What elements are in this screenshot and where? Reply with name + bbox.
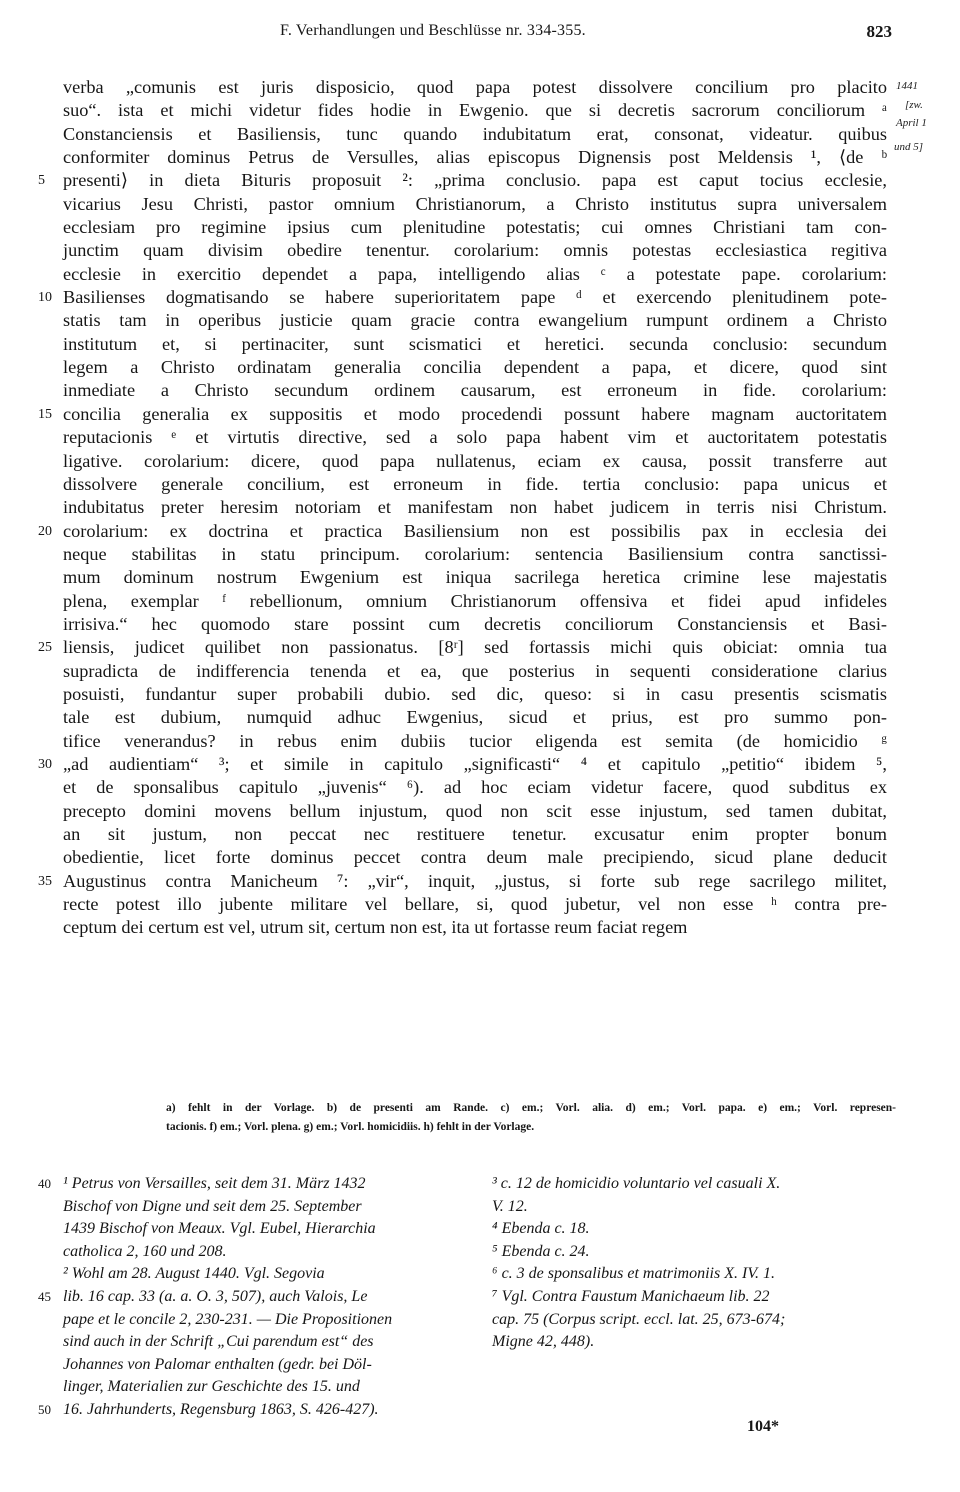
text-line [0,169,960,192]
footnote-line [63,1241,467,1264]
footnote-text: pape et le concile 2, 230-231. — Die Propositionen [63,1310,393,1328]
apparatus-line: a) fehlt in der Vorlage. b) de presenti am Rande. c) em.; Vorl. alia. d) em.; Vorl. papa. e) em.; Vorl. represen- [166,1102,896,1114]
text-line [0,123,960,146]
line-number: 5 [38,173,45,189]
margin-line: April 1 [896,117,927,129]
margin-line: 1441 [896,80,918,92]
line-number: 15 [38,406,52,422]
text-line [0,333,960,356]
line-text: statis tam in operibus justicie quam gracie contra ewangelium rumpunt ordinem a Christo [63,310,887,331]
line-text: et de sponsalibus capitulo „juvenis“ ⁶). ad hoc eciam videtur facere, quod subditus ex [63,777,887,798]
line-text: neque stabilitas in statu principum. corolarium: sentencia Basiliensium contra sanctissi- [63,543,887,564]
line-text: ligative. corolarium: dicere, quod papa nullatenus, eciam ex causa, possit transferre aut [63,450,887,471]
text-line [0,543,960,566]
footnote-text: linger, Materialien zur Geschichte des 15. und [63,1378,360,1396]
line-text: mum dominum nostrum Ewgenium est iniqua sacrilega heretica crimine lese majestatis [63,567,887,588]
sheet-signature: 104* [747,1418,779,1435]
footnote-text: Johannes von Palomar enthalten (gedr. bei Döl- [63,1355,372,1373]
footnote-line: ⁷ Vgl. Contra Faustum Manichaeum lib. 22 [492,1287,770,1305]
text-line [0,450,960,473]
line-number: 35 [38,873,52,889]
footnote-line [63,1218,467,1241]
footnote-line [63,1309,467,1332]
line-text: dissolvere generale concilium, est erroneum in fide. tertia conclusio: papa unicus et [63,473,887,494]
footnote-line [63,1376,467,1399]
page-number: 823 [866,22,892,41]
text-line [0,286,960,309]
text-line [0,403,960,426]
line-text: Basilienses dogmatisando se habere superioritatem pape ᵈ et exercendo plenitudinem pote- [63,287,887,308]
text-line [0,683,960,706]
footnotes-left-column [38,1173,467,1422]
line-text: ecclesiam pro regimine ipsius cum plenitudine potestatis; cui omnes Christiani tam con- [63,217,887,238]
line-text: suo“. ista et michi videtur fides hodie in Ewgenio. que si decretis sacrorum conciliorum ᵃ [63,100,887,121]
text-line [0,660,960,683]
text-line [0,613,960,636]
footnote-line [63,1263,467,1286]
text-line [0,216,960,239]
text-line [0,730,960,753]
footnote-text: Bischof von Digne und seit dem 25. September [63,1197,362,1215]
line-text: corolarium: ex doctrina et practica Basiliensium non est possibilis pax in ecclesia dei [63,520,887,541]
footnote-line: ⁵ Ebenda c. 24. [492,1242,590,1260]
text-line [0,916,960,939]
line-text: liensis, judicet quilibet non passionatus. [8ʳ] sed fortassis michi quis obiciat: omnia tua [63,637,887,658]
main-text-block [0,76,960,940]
line-text: inmediate a Christo secundum ordinem causarum, est erroneum in fide. corolarium: [63,380,887,401]
footnote-text: lib. 16 cap. 33 (a. a. O. 3, 507), auch Valois, Le [63,1287,368,1305]
line-number: 20 [38,523,52,539]
text-line [0,76,960,99]
footnote-line: Migne 42, 448). [492,1333,595,1351]
footnote-line [63,1196,467,1219]
footnotes-right-column [492,1173,892,1354]
text-line [0,776,960,799]
footnote-line: ⁴ Ebenda c. 18. [492,1220,590,1238]
footnote-line: V. 12. [492,1197,528,1215]
text-line [0,566,960,589]
margin-line: und 5] [894,141,924,153]
footnote-line [38,1399,467,1422]
footnote-line: ⁶ c. 3 de sponsalibus et matrimoniis X. IV. 1. [492,1265,776,1283]
text-line [0,870,960,893]
text-line [0,263,960,286]
running-header [62,22,892,50]
text-line [0,706,960,729]
text-line [0,520,960,543]
line-number: 30 [38,756,52,772]
margin-line: [zw. [905,99,923,111]
footnote-line [38,1286,467,1309]
text-line [0,146,960,169]
text-line [0,193,960,216]
line-text: Constanciensis et Basiliensis, tunc quando indubitatum erat, consonat, videatur. quibus [63,123,887,144]
line-text: plena, exemplar ᶠ rebellionum, omnium Christianorum offensiva et fidei apud infideles [63,590,887,611]
text-line [0,309,960,332]
critical-apparatus [166,1099,896,1137]
text-line [0,379,960,402]
line-number: 25 [38,640,52,656]
line-text: presenti⟩ in dieta Bituris proposuit ²: „prima conclusio. papa est caput tocius ecclesie, [63,170,887,191]
text-line [0,356,960,379]
line-text: supradicta de indifferencia tenenda et ea, que posterius in sequenti consideratione clarius [63,660,887,681]
footnote-line [63,1331,467,1354]
footnote-text: 1439 Bischof von Meaux. Vgl. Eubel, Hierarchia [63,1220,376,1238]
line-text: an sit justum, non peccat nec restituere tenetur. excusatur enim propter bonum [63,824,887,844]
footnote-line: ³ c. 12 de homicidio voluntario vel casuali X. [492,1175,781,1192]
line-text: ecclesie in exercitio dependet a papa, intelligendo alias ᶜ a potestate pape. corolarium: [63,263,887,284]
text-line [0,590,960,613]
line-text: obedientie, licet forte dominus peccet contra deum male precipiendo, sicud plane deducit [63,847,887,868]
footnote-line: cap. 75 (Corpus script. eccl. lat. 25, 673-674; [492,1310,786,1328]
line-text: tale est dubium, numquid adhuc Ewgenius, sicud et prius, est pro summo pon- [63,707,887,728]
line-text: concilia generalia ex suppositis et modo procedendi possunt habere magnam auctoritatem [63,403,887,424]
apparatus-line: tacionis. f) em.; Vorl. plena. g) em.; Vorl. homicidiis. h) fehlt in der Vorlage. [166,1121,535,1133]
line-number: 45 [38,1288,51,1304]
line-text: posuisti, fundantur super probabili dubio. sed dic, queso: si in casu presentis scismatis [63,683,887,704]
text-line [0,99,960,122]
line-text: precepto domini movens bellum injustum, quod non scit esse injustum, sed tamen dubitat, [63,800,887,821]
text-line [0,496,960,519]
line-text: „ad audientiam“ ³; et simile in capitulo „significasti“ ⁴ et capitulo „petitio“ ibidem ⁵, [63,753,887,774]
footnote-text: ¹ Petrus von Versailles, seit dem 31. März 1432 [63,1175,366,1192]
text-line [0,239,960,262]
line-text: reputacionis ᵉ et virtutis directive, sed a solo papa habent vim et auctoritatem potestatis [63,427,887,448]
line-text: ceptum dei certum est vel, utrum sit, certum non est, ita ut fortasse reum faciat regem [63,917,688,938]
footnote-text: 16. Jahrhunderts, Regensburg 1863, S. 426-427). [63,1400,379,1418]
text-line [0,473,960,496]
footnote-text: sind auch in der Schrift „Cui parendum est“ des [63,1333,374,1351]
text-line [0,893,960,916]
line-text: recte potest illo jubente militare vel bellare, si, quod jubetur, vel non esse ʰ contra pre- [63,894,887,915]
line-text: irrisiva.“ hec quomodo stare possint cum decretis conciliorum Constanciensis et Basi- [63,613,887,634]
text-line [0,636,960,659]
line-number: 40 [38,1176,51,1191]
line-text: indubitatus preter heresim notoriam et manifestam non habet judicem in terris nisi Christum. [63,497,887,518]
line-text: junctim quam divisim obedire tenentur. corolarium: omnis potestas ecclesiastica regitiva [63,240,887,261]
line-text: Augustinus contra Manicheum ⁷: „vir“, inquit, „justus, si forte sub rege sacrilego militet, [63,870,887,891]
line-text: conformiter dominus Petrus de Versulles, alias episcopus Dignensis post Meldensis ¹, ⟨de ᵇ [63,147,887,168]
running-title: F. Verhandlungen und Beschlüsse nr. 334-355. [280,22,586,39]
line-text: legem a Christo ordinatam generalia concilia dependent a papa, et dicere, quod sint [63,357,887,378]
footnote-line [38,1173,467,1196]
text-line [0,753,960,776]
line-text: vicarius Jesu Christi, pastor omnium Christianorum, a Christo institutus supra universalem [63,193,887,214]
line-number: 50 [38,1401,51,1417]
footnote-text: ² Wohl am 28. August 1440. Vgl. Segovia [63,1265,325,1283]
text-line [0,800,960,823]
line-text: verba „comunis est juris disposicio, quod papa potest dissolvere concilium pro placito [63,77,887,97]
footnote-text: catholica 2, 160 und 208. [63,1242,227,1260]
footnote-line [63,1354,467,1377]
line-text: institutum et, si pertinaciter, sunt scismatici et heretici. secunda conclusio: secundum [63,333,887,354]
line-text: tifice venerandus? in rebus enim dubiis tucior eligenda est semita (de homicidio ᵍ [63,730,887,751]
line-number: 10 [38,290,52,306]
text-line [0,846,960,869]
text-line [0,426,960,449]
text-line [0,823,960,846]
